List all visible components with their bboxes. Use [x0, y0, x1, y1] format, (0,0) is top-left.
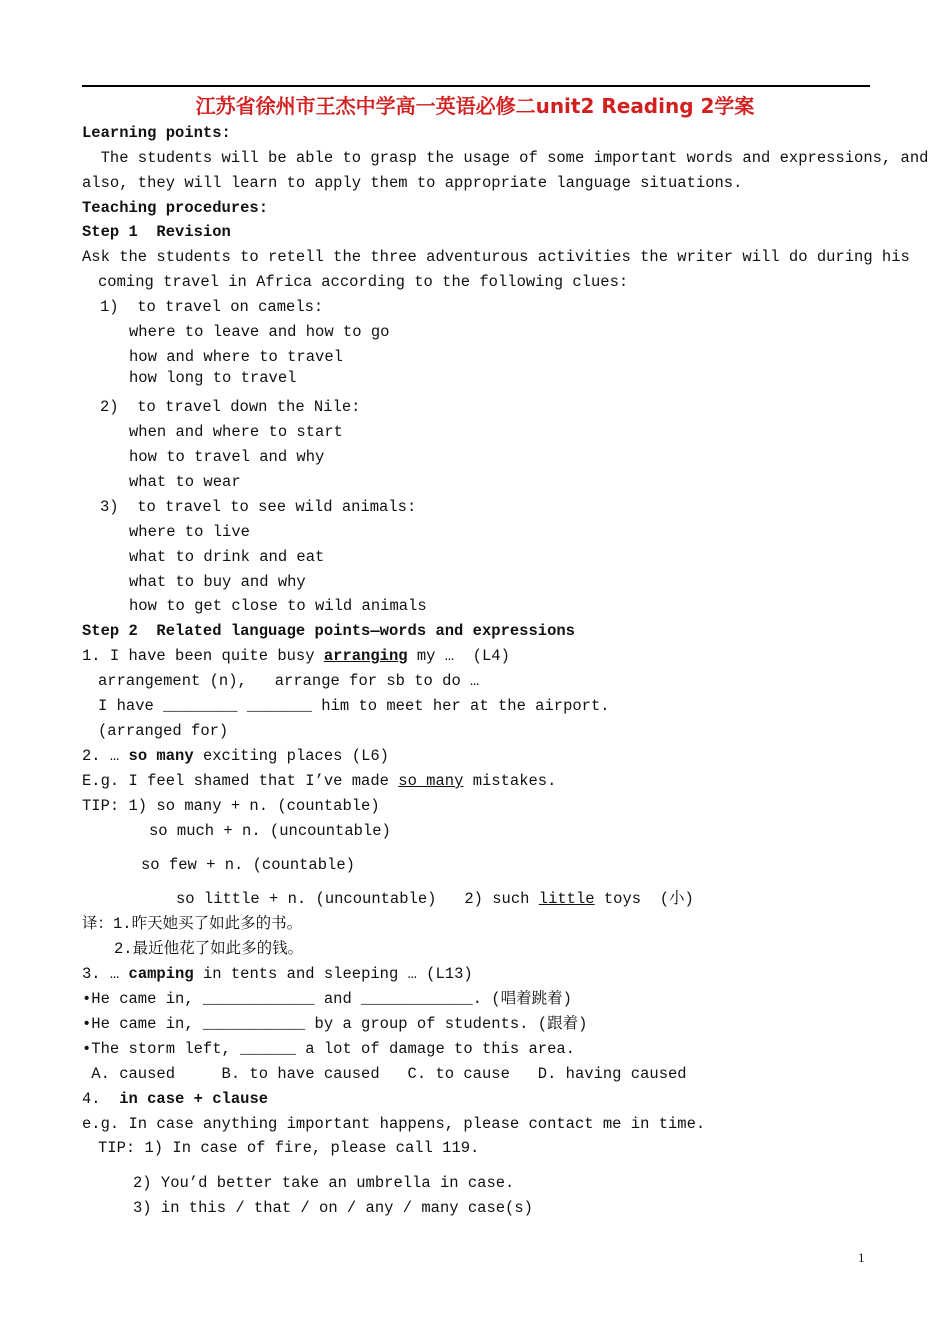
tip-pre: so little + n. (uncountable) 2) such [176, 890, 539, 908]
translation-line: 译：1.昨天她买了如此多的书。 [82, 915, 303, 933]
tip-post: toys (小) [594, 890, 694, 908]
teaching-procedures-heading: Teaching procedures: [82, 199, 269, 217]
translation-line: 2.最近他花了如此多的钱。 [114, 940, 304, 958]
clue-item: how to travel and why [129, 448, 325, 466]
learning-points-line: The students will be able to grasp the usage of some important words and expressions, and [82, 149, 929, 167]
point2-line [82, 746, 389, 766]
step1-item-nile: 2) to travel down the Nile: [100, 398, 361, 416]
point3-line [82, 964, 473, 984]
tip-line: 3) in this / that / on / any / many case(s) [133, 1199, 533, 1217]
document-title: 江苏省徐州市王杰中学高一英语必修二unit2 Reading 2学案 [195, 94, 755, 118]
step2-heading: Step 2 Related language points—words and expressions [82, 622, 575, 640]
tip-line: 2) You’d better take an umbrella in case. [133, 1174, 515, 1192]
point1-line [82, 646, 510, 666]
point1-pre: 1. I have been quite busy [82, 647, 324, 665]
point1-exercise: I have ________ _______ him to meet her at the airport. [98, 697, 610, 715]
clue-item: what to drink and eat [129, 548, 325, 566]
point2-pre: 2. … [82, 747, 129, 765]
step1-intro: Ask the students to retell the three adventurous activities the writer will do during his [82, 248, 910, 266]
point1-forms: arrangement (n), arrange for sb to do … [98, 672, 480, 690]
clue-item: where to live [129, 523, 250, 541]
clue-item: how to get close to wild animals [129, 597, 427, 615]
example-pre: E.g. I feel shamed that I’ve made [82, 772, 399, 790]
point3-keyword: camping [128, 965, 194, 983]
step1-intro: coming travel in Africa according to the following clues: [98, 273, 629, 291]
point1-post: my … (L4) [407, 647, 510, 665]
point1-keyword: arranging [323, 647, 408, 665]
exercise-bullet: •He came in, ___________ by a group of students. (跟着) [82, 1015, 588, 1033]
clue-item: what to wear [129, 473, 241, 491]
exercise-bullet: •The storm left, ______ a lot of damage to this area. [82, 1040, 575, 1058]
learning-points-line: also, they will learn to apply them to appropriate language situations. [82, 174, 743, 192]
step1-item-animals: 3) to travel to see wild animals: [100, 498, 417, 516]
clue-item: when and where to start [129, 423, 343, 441]
clue-item: how and where to travel [129, 348, 343, 366]
point2-example [82, 771, 556, 791]
step1-item-camels: 1) to travel on camels: [100, 298, 324, 316]
point3-post: in tents and sleeping … (L13) [193, 965, 473, 983]
point2-keyword: so many [128, 747, 194, 765]
point3-pre: 3. … [82, 965, 129, 983]
clue-item: how long to travel [129, 369, 297, 387]
example-underlined: so many [398, 772, 464, 790]
point4-num: 4. [82, 1090, 120, 1108]
example-post: mistakes. [463, 772, 557, 790]
point2-post: exciting places (L6) [193, 747, 389, 765]
point4-line [82, 1089, 268, 1109]
point1-answer: (arranged for) [98, 722, 229, 740]
page-number: 1 [858, 1250, 865, 1265]
answer-options: A. caused B. to have caused C. to cause D. having caused [82, 1065, 687, 1083]
tip-line: TIP: 1) In case of fire, please call 119. [98, 1139, 480, 1157]
tip-underlined: little [538, 890, 595, 908]
clue-item: what to buy and why [129, 573, 306, 591]
point4-keyword: in case + clause [119, 1090, 269, 1108]
learning-points-heading: Learning points: [82, 124, 231, 142]
tip-line: so few + n. (countable) [141, 856, 355, 874]
step1-heading: Step 1 Revision [82, 223, 231, 241]
point4-example: e.g. In case anything important happens, please contact me in time. [82, 1115, 706, 1133]
top-rule [82, 85, 870, 87]
tip-line: so much + n. (uncountable) [149, 822, 391, 840]
exercise-bullet: •He came in, ____________ and ____________. (唱着跳着) [82, 990, 572, 1008]
clue-item: where to leave and how to go [129, 323, 390, 341]
tip-line [176, 889, 694, 909]
tip-line: TIP: 1) so many + n. (countable) [82, 797, 380, 815]
